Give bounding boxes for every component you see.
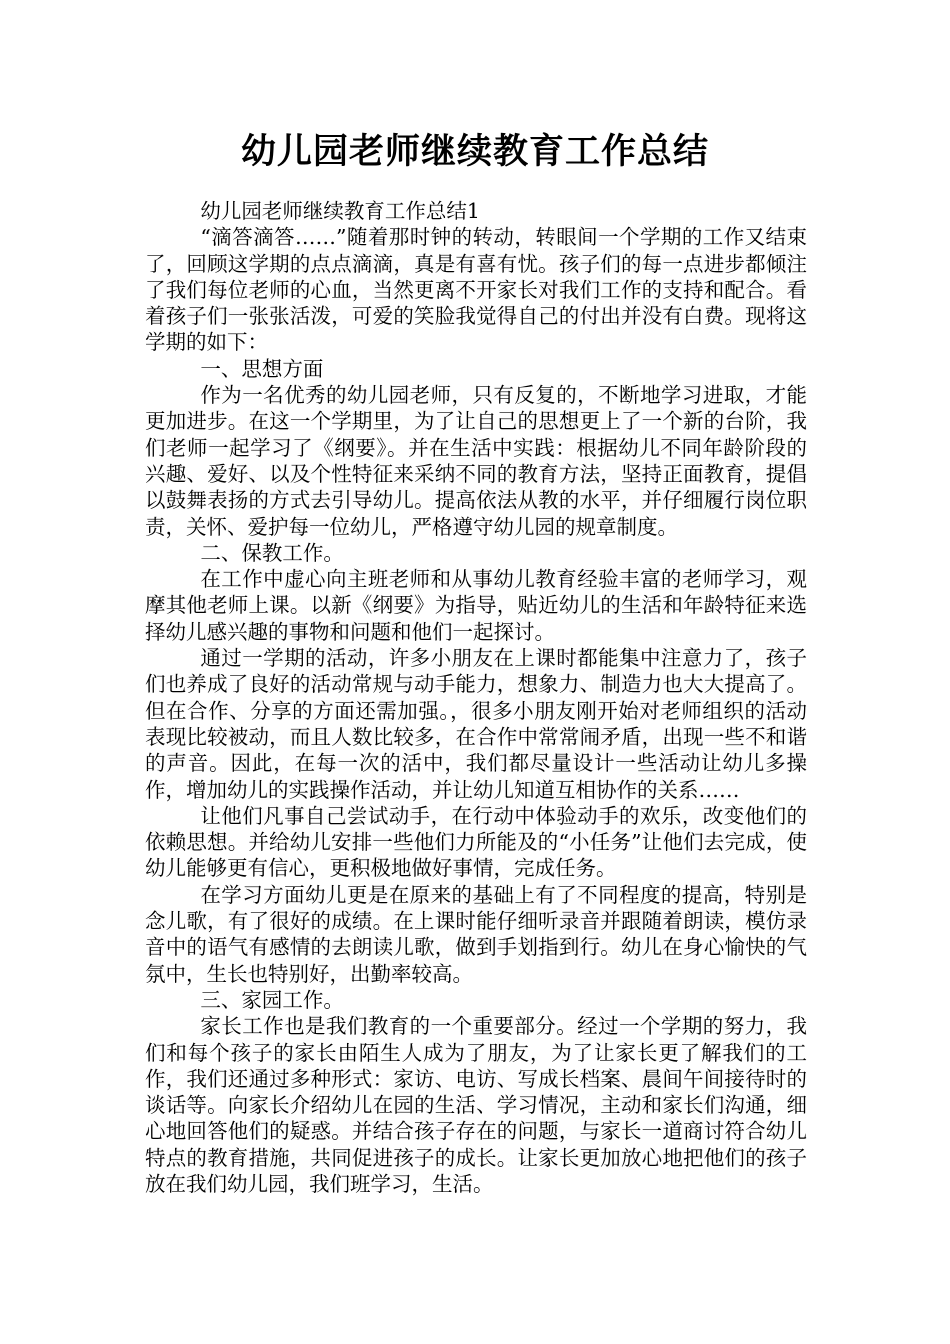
section-heading-care: 二、保教工作。: [200, 540, 344, 565]
paragraph-family: 家长工作也是我们教育的一个重要部分。经过一个学期的努力，我们和每个孩子的家长由陌生人成为了朋友，为了让家长更了解我们的工作，我们还通过多种形式：家访、电访、写成长档案、晨间午间接待时的谈话等。向家长介绍幼儿在园的生活、学习情况，主动和家长们沟通，细心地回答他们的疑惑。并结合孩子存在的问题，与家长一道商讨符合幼儿特点的教育措施，共同促进孩子的成长。让家长更加放心地把他们的孩子放在我们幼儿园，我们班学习，生活。: [145, 1014, 807, 1196]
paragraph-care-1: 在工作中虚心向主班老师和从事幼儿教育经验丰富的老师学习，观摩其他老师上课。以新《纲要》为指导，贴近幼儿的生活和年龄特征来选择幼儿感兴趣的事物和问题和他们一起探讨。: [145, 567, 807, 644]
paragraph-intro: “滴答滴答……”随着那时钟的转动，转眼间一个学期的工作又结束了，回顾这学期的点点滴滴，真是有喜有忧。孩子们的每一点进步都倾注了我们每位老师的心血，当然更离不开家长对我们工作的支持和配合。看着孩子们一张张活泼，可爱的笑脸我觉得自己的付出并没有白费。现将这学期的如下：: [145, 225, 807, 355]
section-heading-thought: 一、思想方面: [200, 356, 324, 381]
document-body: [145, 198, 807, 1197]
paragraph-care-4: 在学习方面幼儿更是在原来的基础上有了不同程度的提高，特别是念儿歌，有了很好的成绩。在上课时能仔细听录音并跟随着朗读，模仿录音中的语气有感情的去朗读儿歌，做到手划指到行。幼儿在身心愉快的气氛中，生长也特别好，出勤率较高。: [145, 882, 807, 986]
paragraph-care-3: 让他们凡事自己尝试动手，在行动中体验动手的欢乐，改变他们的依赖思想。并给幼儿安排一些他们力所能及的“小任务”让他们去完成，使幼儿能够更有信心，更积极地做好事情，完成任务。: [145, 803, 807, 881]
paragraph-thought: 作为一名优秀的幼儿园老师，只有反复的，不断地学习进取，才能更加进步。在这一个学期里，为了让自己的思想更上了一个新的台阶，我们老师一起学习了《纲要》。并在生活中实践：根据幼儿不同年龄阶段的兴趣、爱好、以及个性特征来采纳不同的教育方法，坚持正面教育，提倡以鼓舞表扬的方式去引导幼儿。提高依法从教的水平，并仔细履行岗位职责，关怀、爱护每一位幼儿，严格遵守幼儿园的规章制度。: [145, 383, 807, 539]
document-title: 幼儿园老师继续教育工作总结: [240, 132, 709, 172]
section-heading-family: 三、家园工作。: [200, 987, 344, 1012]
paragraph-care-2: 通过一学期的活动，许多小朋友在上课时都能集中注意力了，孩子们也养成了良好的活动常规与动手能力，想象力、制造力也大大提高了。但在合作、分享的方面还需加强。，很多小朋友刚开始对老师组织的活动表现比较被动，而且人数比较多，在合作中常常闹矛盾，出现一些不和谐的声音。因此，在每一次的活中，我们都尽量设计一些活动让幼儿多操作，增加幼儿的实践操作活动，并让幼儿知道互相协作的关系……: [145, 646, 807, 802]
paragraph-subtitle: 幼儿园老师继续教育工作总结1: [200, 199, 480, 223]
